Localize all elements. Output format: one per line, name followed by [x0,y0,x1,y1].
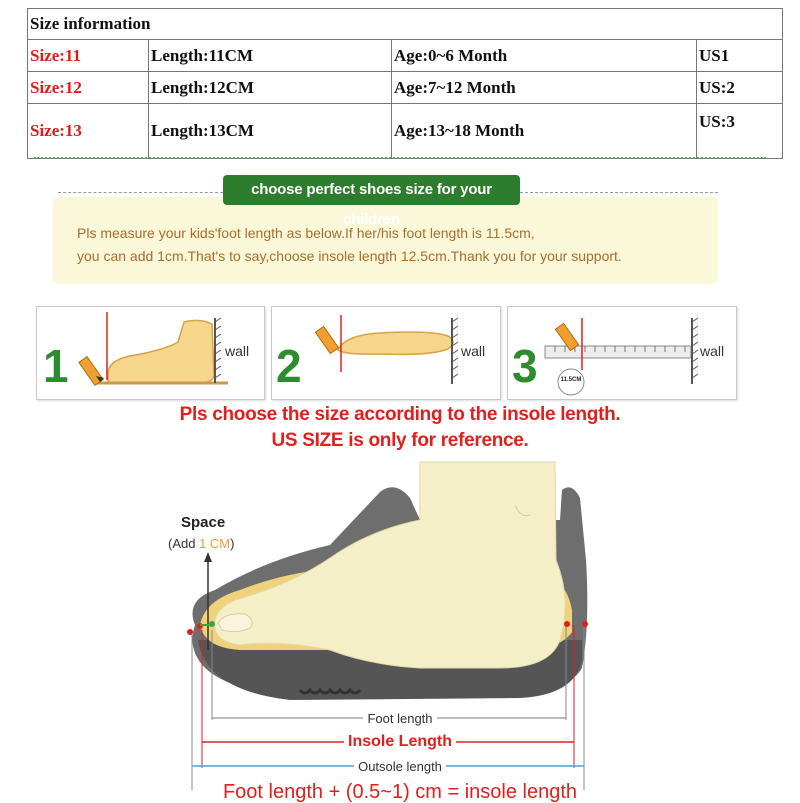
insole-length-text: Insole Length [344,733,456,750]
us-cell: US:3 [697,104,783,159]
measure-dot [564,621,570,627]
us-cell: US:2 [697,72,783,104]
insole-length-label [0,733,800,751]
step-number-2: 2 [276,340,302,392]
space-add-value: 1 CM [199,536,231,551]
age-cell: Age:0~6 Month [392,40,697,72]
us-cell: US1 [697,40,783,72]
arrow-head-icon [204,552,212,562]
wall-label-1: wall [225,343,250,359]
length-cell: Length:11CM [149,40,392,72]
wall-label-3: wall [700,343,725,359]
age-cell: Age:7~12 Month [392,72,697,104]
us-size-note: US SIZE is only for reference. [271,430,529,451]
table-header: Size information [28,9,783,40]
size-banner: choose perfect shoes size for your children [223,175,520,205]
space-add-suffix: ) [230,536,235,551]
size-cell: Size:13 [28,104,149,159]
outsole-length-label [0,759,800,774]
instruction-line-1: Pls measure your kids'foot length as below.If her/his foot length is 11.5cm, [77,225,535,241]
size-cell: Size:12 [28,72,149,104]
space-label: Space [181,514,226,531]
instruction-line-2: you can add 1cm.That's to say,choose insole length 12.5cm.Thank you for your support. [77,248,622,264]
measure-dot [582,621,588,627]
space-add-label [168,536,234,551]
ruler-reading: 11.5CM [560,377,582,383]
step-number-1: 1 [43,340,69,392]
step-number-3: 3 [512,340,538,392]
foot-length-text: Foot length [363,711,436,726]
foot-length-label [0,711,800,726]
size-formula: Foot length + (0.5~1) cm = insole length [222,781,578,803]
wall-label-2: wall [461,343,486,359]
insole-note: Pls choose the size according to the insole length. [179,404,621,425]
size-cell: Size:11 [28,40,149,72]
outsole-length-text: Outsole length [354,759,446,774]
space-add-prefix: (Add [168,536,200,551]
age-cell: Age:13~18 Month [392,104,697,159]
length-cell: Length:12CM [149,72,392,104]
length-cell: Length:13CM [149,104,392,159]
measure-dot [187,629,193,635]
